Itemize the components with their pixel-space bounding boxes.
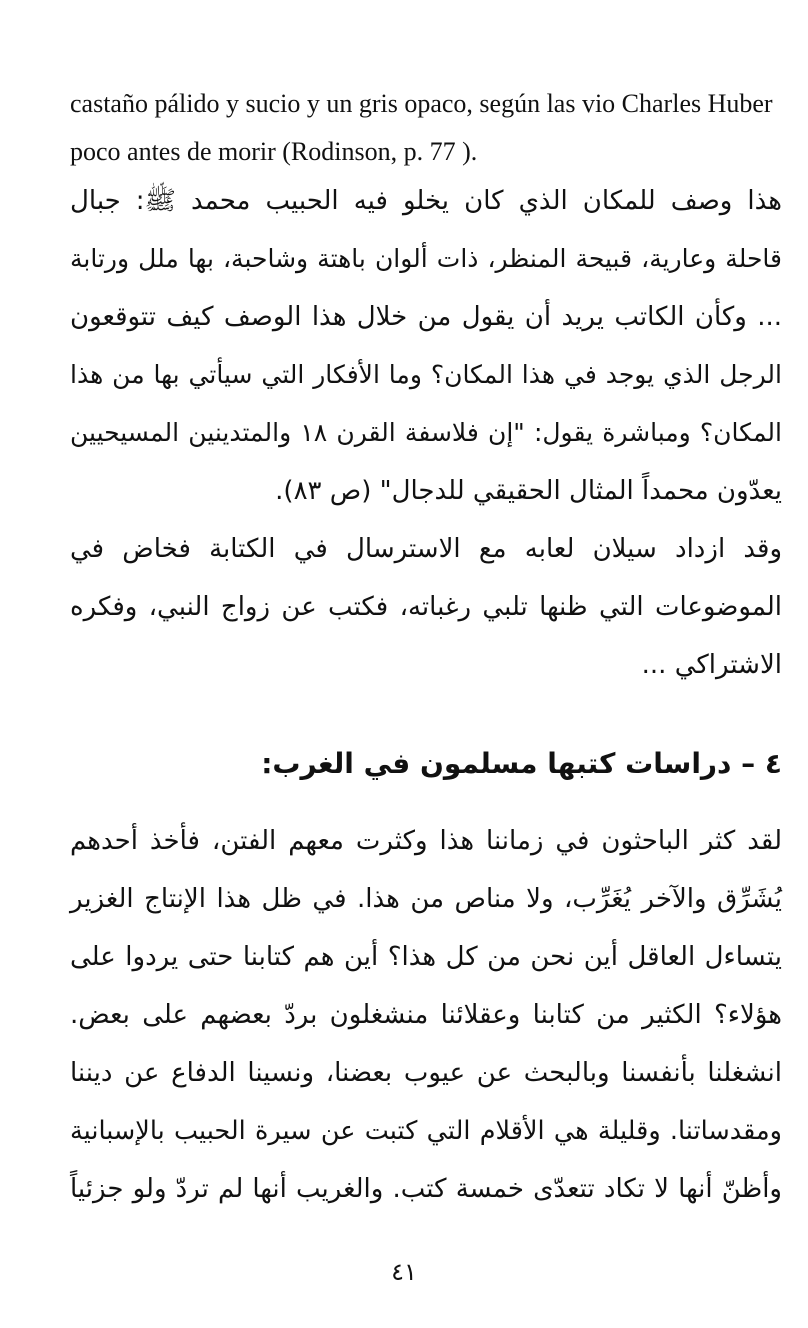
text-line: poco antes de morir (Rodinson, p. 77 ).: [70, 137, 478, 166]
text-line: هذا وصف للمكان الذي كان يخلو فيه الحبيب محمد ﷺ: جبال: [70, 186, 782, 216]
text-line: يعدّون محمداً المثال الحقيقي للدجال" (ص ٨٣).: [275, 476, 782, 506]
text-line: الاشتراكي ...: [641, 650, 782, 680]
text-line: ومقدساتنا. وقليلة هي الأقلام التي كتبت عن سيرة الحبيب بالإسبانية: [70, 1116, 782, 1146]
text-line: وأظنّ أنها لا تكاد تتعدّى خمسة كتب. والغريب أنها لم تردّ ولو جزئياً: [70, 1174, 782, 1204]
text-line: قاحلة وعارية، قبيحة المنظر، ذات ألوان باهتة وشاحبة، بها ملل ورتابة: [70, 244, 782, 273]
text-line: هؤلاء؟ الكثير من كتابنا وعقلائنا منشغلون بردّ بعضهم على بعض.: [70, 1000, 782, 1030]
paragraph-author-topics: [70, 520, 782, 694]
text-line: انشغلنا بأنفسنا وبالبحث عن عيوب بعضنا، ونسينا الدفاع عن ديننا: [70, 1058, 782, 1088]
text-line: يتساءل العاقل أين نحن من كل هذا؟ أين هم كتابنا حتى يردوا على: [70, 942, 782, 972]
text-line: castaño pálido y sucio y un gris opaco, según las vio Charles Huber: [70, 89, 773, 118]
section-heading: ٤ – دراسات كتبها مسلمون في الغرب:: [261, 747, 782, 780]
spanish-quote-paragraph: [70, 80, 782, 176]
text-line: ... وكأن الكاتب يريد أن يقول من خلال هذا الوصف كيف تتوقعون: [70, 302, 782, 332]
text-line: الموضوعات التي ظنها تلبي رغباته، فكتب عن زواج النبي، وفكره: [70, 592, 782, 622]
text-line: يُشَرِّق والآخر يُغَرِّب، ولا مناص من هذا. في ظل هذا الإنتاج الغزير: [70, 884, 782, 914]
text-line: وقد ازداد سيلان لعابه مع الاسترسال في الكتابة فخاض في: [70, 534, 782, 564]
text-line: لقد كثر الباحثون في زماننا هذا وكثرت معهم الفتن، فأخذ أحدهم: [70, 826, 782, 856]
page-number: ٤١: [391, 1258, 417, 1286]
text-line: المكان؟ ومباشرة يقول: "إن فلاسفة القرن ١٨ والمتدينين المسيحيين: [70, 418, 782, 447]
paragraph-muslim-studies: [70, 812, 782, 1218]
paragraph-place-description: [70, 172, 782, 520]
text-line: الرجل الذي يوجد في هذا المكان؟ وما الأفكار التي سيأتي بها من هذا: [70, 360, 782, 389]
